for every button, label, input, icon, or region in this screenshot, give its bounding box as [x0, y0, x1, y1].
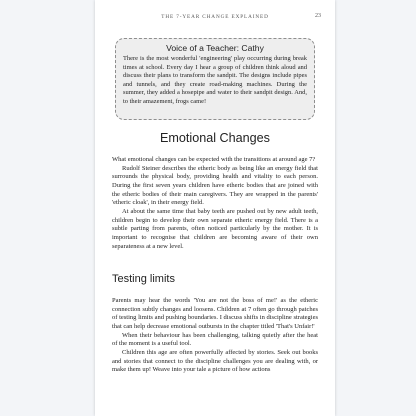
testing-limits-text [112, 297, 318, 375]
paragraph: Rudolf Steiner describes the etheric body as being like an energy field that surrounds the physical body, providing health and vitality to each person. During the first seven years children have etheric bodies that are joined with the etheric bodies of their main caregivers. They are wrapped in the parents' 'etheric cloak', in their energy field. [112, 164, 318, 207]
section-heading-emotional-changes: Emotional Changes [160, 131, 270, 145]
paragraph: What emotional changes can be expected with the transitions at around age 7? [112, 156, 316, 163]
paragraph: At about the same time that baby teeth are pushed out by new adult teeth, children begin to develop their own separate etheric energy field. There is a subtle parting from parents, often noticed particularly by the mother. It is important to recognise that children are becoming aware of their own separateness at a new level. [112, 207, 318, 250]
running-head [95, 14, 335, 24]
page-number: 23 [315, 13, 321, 19]
section-heading-testing-limits: Testing limits [112, 273, 175, 285]
running-head-title: THE 7-YEAR CHANGE EXPLAINED [161, 14, 269, 20]
callout-title: Voice of a Teacher: Cathy [166, 43, 264, 53]
paragraph: When their behaviour has been challenging, talking quietly after the heat of the moment is a useful tool. [112, 331, 318, 348]
teacher-quote-box [115, 38, 315, 120]
book-page [95, 0, 335, 416]
callout-body: There is the most wonderful 'engineering' play occurring during break times at school. Every day I hear a group of children think aloud and discuss their plans to transform the sandpit. The designs include pipes and tunnels, and they create road-making machines. During the summer, they added a hosepipe and water to their sandpit design. And, to their amazement, frogs came! [123, 55, 307, 105]
paragraph: Parents may hear the words 'You are not the boss of me!' as the etheric connection subtly changes and loosens. Children at 7 often go through patches of testing limits and pushing boundaries. I discuss shifts in discipline strategies that can help decrease emotional outbursts in the chapter titled 'That's Unfair!' [112, 297, 318, 330]
paragraph: Children this age are often powerfully affected by stories. Seek out books and stories that connect to the discipline challenges you are dealing with, or make them up! Weave into your tale a picture of how actions [112, 348, 318, 374]
emotional-changes-text [112, 156, 318, 251]
